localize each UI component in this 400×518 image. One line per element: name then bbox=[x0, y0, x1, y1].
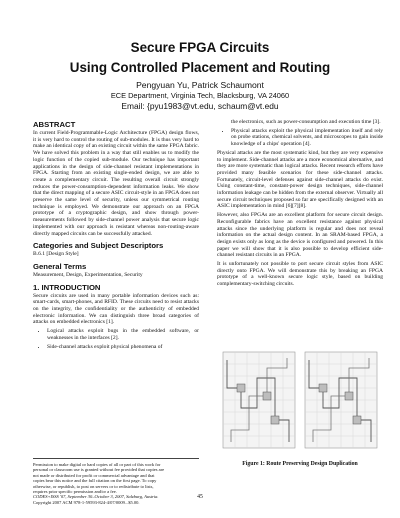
list-item: • Physical attacks exploit the physical implementation itself and rely on probe stations, chemical solvents, and microscopes to gain inside knowledge of a chips' operation [4]. bbox=[231, 128, 383, 148]
copyright-line: not made or distributed for profit or commercial advantage and that bbox=[33, 472, 155, 478]
body-paragraph: However, also FPGAs are an excellent platform for secure circuit design. Reconfigurable fabrics have an excellent resistance against physical attacks since the underlying platform is regular and does not reveal information on the actual design content. In an SRAM-based FPGA, a design exists only as long as the device is configured and powered. In this paper we will show that it is also possible to develop efficient side-channel resistant circuits in an FPGA. bbox=[217, 212, 383, 259]
general-terms-heading: General Terms bbox=[33, 261, 87, 271]
duplicated-route-panel bbox=[305, 352, 377, 448]
figure-caption: Figure 1: Route Preserving Design Duplication bbox=[242, 461, 358, 467]
copyright-line: Permission to make digital or hard copies of all or part of this work for bbox=[33, 462, 161, 467]
paper-title-line-2: Using Controlled Placement and Routing bbox=[69, 60, 331, 75]
left-column bbox=[33, 120, 199, 352]
abstract-text: In current Field-Programmable-Logic Architecture (FPGA) design flows, it is very hard to control the routing of sub-modules. It is thus very hard to make an identical copy of an existing circuit within the same FPGA fabric. We have solved this problem in a way that still enables us to modify the logic function of the copied sub-module. Our technique has important applications in the design of side-channel resistant implementations in FPGA. Starting from an existing single-ended design, we are able to create a complementary circuit. The resulting overall circuit strongly reduces the power-consumption-dependent information leaks. We show that the direct mapping of a secure ASIC circuit-style in an FPGA does not preserve the same level of security, unless our symmetrical routing technique is employed. We demonstrate our approach on an FPGA prototype of a cryptographic design, and show through power-measurements followed by side-channel power analysis that secure logic implemented with our approach is resistant whereas non-routing-aware directly mapped circuits can be successfully attacked. bbox=[33, 130, 199, 237]
categories-heading: Categories and Subject Descriptors bbox=[33, 241, 164, 251]
body-paragraph: Physical attacks are the most systematic kind, but they are very expensive to implement. Side-channel attacks are a more economical alternative, and they are more systematic than logical attacks. Recent research efforts have provided many feasible scenarios for these side-channel attacks. Fortunately, circuit-level defenses against side-channel attacks do exist. Using constant-time, constant-power design techniques, side-channel information leakage can be hidden from the external observer. Virtually all secure circuit techniques proposed so far are specifically designed with an ASIC implementation in mind [6][7][8]. bbox=[217, 149, 383, 210]
attack-list-continued bbox=[217, 128, 383, 148]
original-route-panel bbox=[223, 352, 295, 448]
list-item: • Logical attacks exploit bugs in the embedded software, or weaknesses in the interfaces [2]. bbox=[47, 328, 199, 341]
copyright-line: requires prior specific permission and/or a fee. bbox=[33, 489, 117, 495]
page-number: 45 bbox=[197, 494, 203, 500]
general-terms-text: Measurement, Design, Experimentation, Security bbox=[33, 271, 143, 278]
abstract-heading: ABSTRACT bbox=[33, 120, 76, 129]
copyright-line: copies bear this notice and the full citation on the first page. To copy bbox=[33, 478, 157, 484]
email: Email: {pyu1983@vt.edu, schaum@vt.edu bbox=[121, 101, 279, 111]
attack-list bbox=[33, 328, 199, 350]
body-paragraph: It is unfortunately not possible to port secure circuit styles from ASIC directly onto FPGA. We will demonstrate this by breaking an FPGA prototype of a well-known secure logic style, based on building complementary-switching circuits. bbox=[217, 261, 383, 288]
list-item: • Side-channel attacks exploit physical phenomena of bbox=[47, 344, 199, 351]
introduction-text: Secure circuits are used in many portable information devices such as: smart-cards, smart-phones, and RFID. These circuits need to resist attacks on the integrity, the confidentiality or the authenticity of embedded electronic information. We can distinguish three broad categories of attacks on embedded electronics [1]. bbox=[33, 292, 199, 326]
affiliation: ECE Department, Virginia Tech, Blacksburg, VA 24060 bbox=[110, 91, 290, 100]
authors: Pengyuan Yu, Patrick Schaumont bbox=[136, 80, 264, 90]
paper-title-line-1: Secure FPGA Circuits bbox=[130, 40, 270, 55]
copyright-line: otherwise, or republish, to post on servers or to redistribute to lists, bbox=[33, 483, 154, 489]
route-duplication-figure bbox=[217, 348, 383, 456]
right-column bbox=[217, 119, 383, 290]
bullet-continuation: the electronics, such as power-consumption and execution time [3]. bbox=[231, 119, 381, 125]
copyright-line: personal or classroom use is granted without fee provided that copies are bbox=[33, 467, 165, 473]
categories-text: B.6.1 [Design Style] bbox=[33, 251, 79, 258]
copyright-line: CODES+ISSS '07, September 30–October 3, 2007, Salzburg, Austria. bbox=[33, 494, 159, 500]
introduction-heading: 1. INTRODUCTION bbox=[33, 282, 101, 292]
copyright-line: Copyright 2007 ACM 978-1-59593-824-4/07/0009...$5.00. bbox=[33, 499, 140, 505]
